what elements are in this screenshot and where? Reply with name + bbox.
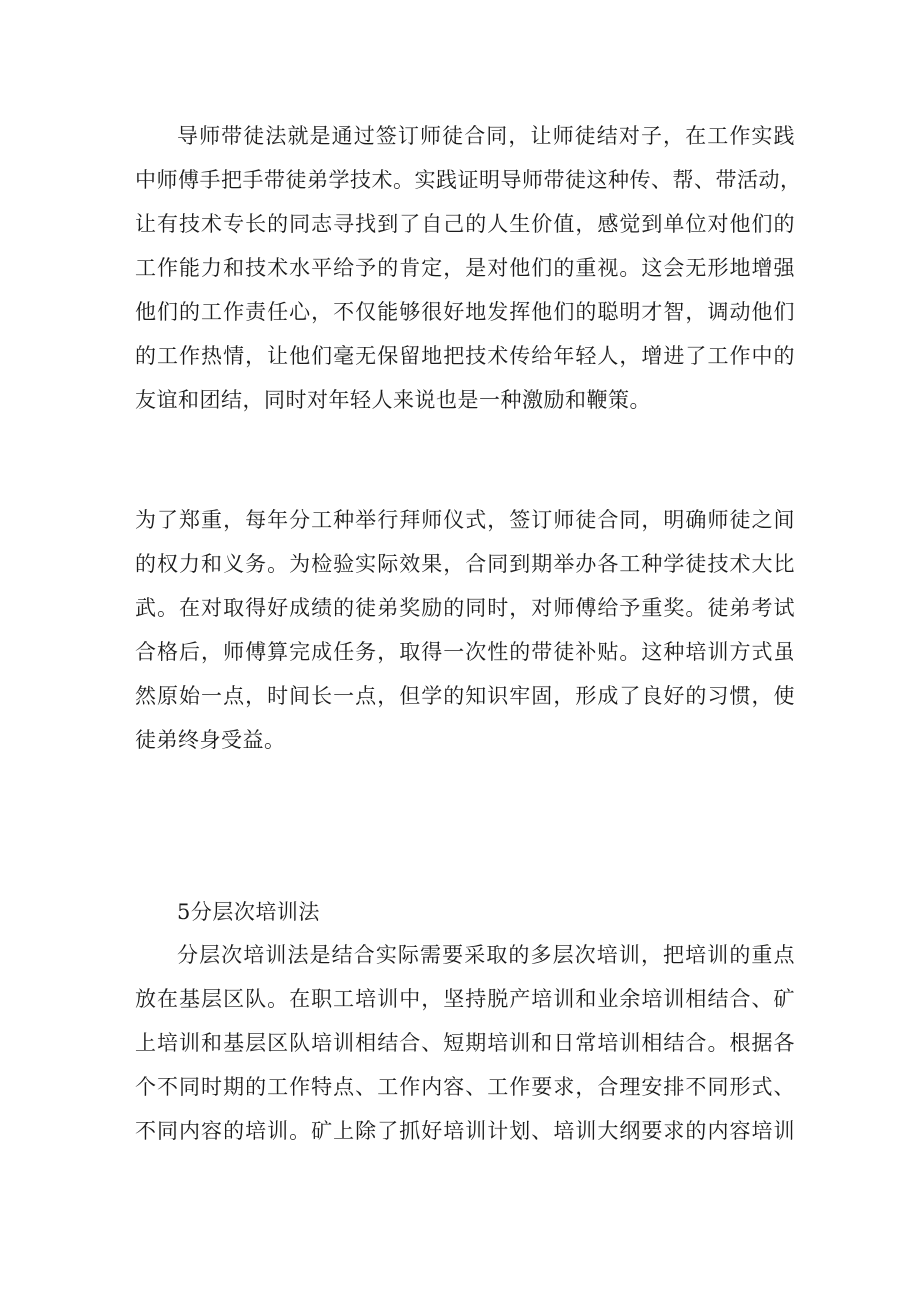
text-line: 然原始一点，时间长一点，但学的知识牢固，形成了良好的习惯，使 [135, 684, 795, 708]
text-line: 不同内容的培训。矿上除了抓好培训计划、培训大纲要求的内容培训 [135, 1119, 795, 1143]
text-line: 合格后，师傅算完成任务，取得一次性的带徒补贴。这种培训方式虽 [135, 640, 795, 664]
text-line: 他们的工作责任心，不仅能够很好地发挥他们的聪明才智，调动他们 [135, 300, 795, 324]
paragraph-mentorship [135, 114, 802, 422]
text-line: 的工作热情，让他们毫无保留地把技术传给年轻人，增进了工作中的 [135, 344, 795, 368]
text-line: 放在基层区队。在职工培训中，坚持脱产培训和业余培训相结合、矿 [135, 987, 795, 1011]
paragraph-layered-training [135, 933, 795, 1153]
text-line: 中师傅手把手带徒弟学技术。实践证明导师带徒这种传、帮、带活动， [135, 168, 802, 192]
paragraph-ceremony [135, 498, 795, 762]
text-line: 为了郑重，每年分工种举行拜师仪式，签订师徒合同，明确师徒之间 [135, 508, 795, 532]
text-line: 导师带徒法就是通过签订师徒合同，让师徒结对子，在工作实践 [177, 124, 795, 148]
text-line: 武。在对取得好成绩的徒弟奖励的同时，对师傅给予重奖。徒弟考试 [135, 596, 795, 620]
text-line: 让有技术专长的同志寻找到了自己的人生价值，感觉到单位对他们的 [135, 212, 795, 236]
text-line: 上培训和基层区队培训相结合、短期培训和日常培训相结合。根据各 [135, 1031, 795, 1055]
text-line: 的权力和义务。为检验实际效果，合同到期举办各工种学徒技术大比 [135, 552, 795, 576]
text-line: 个不同时期的工作特点、工作内容、工作要求，合理安排不同形式、 [135, 1075, 795, 1099]
text-line: 徒弟终身受益。 [135, 728, 286, 752]
section-heading: 5分层次培训法 [177, 900, 320, 924]
text-line: 工作能力和技术水平给予的肯定，是对他们的重视。这会无形地增强 [135, 256, 795, 280]
text-line: 分层次培训法是结合实际需要采取的多层次培训，把培训的重点 [177, 943, 795, 967]
text-line: 友谊和团结，同时对年轻人来说也是一种激励和鞭策。 [135, 388, 651, 412]
